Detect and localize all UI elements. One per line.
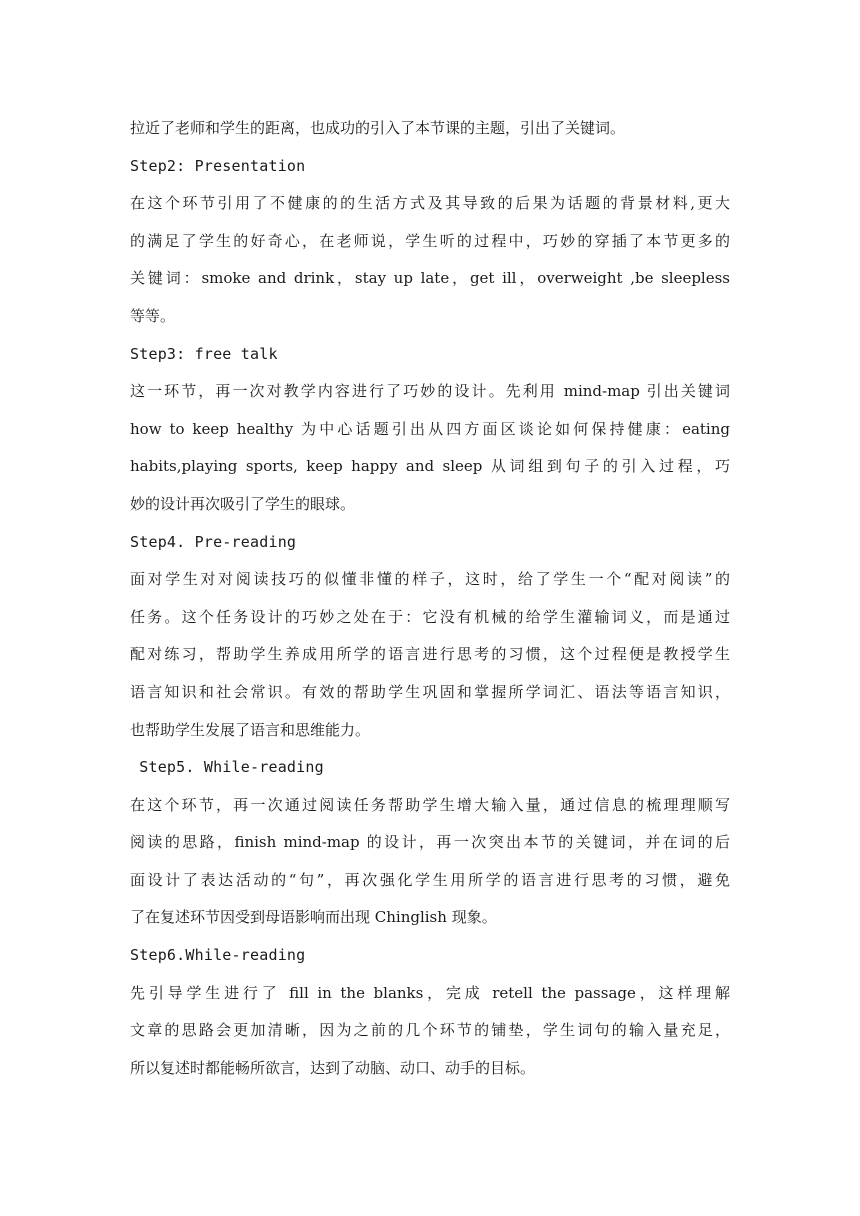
section-heading-step5: Step5. While-reading bbox=[130, 758, 324, 777]
section-step3-line: 妙的设计再次吸引了学生的眼球。 bbox=[130, 494, 356, 513]
section-step3-line: how to keep healthy 为中心话题引出从四方面区谈论如何保持健康：eating bbox=[130, 419, 730, 438]
section-step6-line: 文章的思路会更加清晰，因为之前的几个环节的铺垫，学生词句的输入量充足， bbox=[130, 1021, 730, 1040]
section-step2-line: 在这个环节引用了不健康的的生活方式及其导致的后果为话题的背景材料,更大 bbox=[130, 194, 730, 213]
section-step3-line: habits,playing sports, keep happy and sleep 从词组到句子的引入过程，巧 bbox=[130, 457, 730, 476]
section-step3-line: 这一环节，再一次对教学内容进行了巧妙的设计。先利用 mind-map 引出关键词 bbox=[130, 382, 730, 401]
section-step2-line: 等等。 bbox=[130, 306, 176, 325]
intro-paragraph-line: 拉近了老师和学生的距离，也成功的引入了本节课的主题，引出了关键词。 bbox=[130, 119, 626, 137]
section-step4-line: 面对学生对对阅读技巧的似懂非懂的样子，这时，给了学生一个“配对阅读”的 bbox=[130, 570, 730, 589]
section-step6-line: 所以复述时都能畅所欲言，达到了动脑、动口、动手的目标。 bbox=[130, 1058, 536, 1077]
section-step4-line: 语言知识和社会常识。有效的帮助学生巩固和掌握所学词汇、语法等语言知识， bbox=[130, 682, 730, 701]
section-step6-line: 先引导学生进行了 fill in the blanks，完成 retell the passage，这样理解 bbox=[130, 983, 730, 1002]
section-step4-line: 任务。这个任务设计的巧妙之处在于：它没有机械的给学生灌输词义，而是通过 bbox=[130, 607, 730, 626]
section-step5-line: 阅读的思路，finish mind-map 的设计，再一次突出本节的关键词，并在词的后 bbox=[130, 833, 730, 852]
section-step5-line: 在这个环节，再一次通过阅读任务帮助学生增大输入量，通过信息的梳理理顺写 bbox=[130, 795, 730, 814]
document-body bbox=[130, 110, 730, 1087]
section-step4-line: 配对练习，帮助学生养成用所学的语言进行思考的习惯，这个过程便是教授学生 bbox=[130, 645, 730, 664]
section-heading-step6: Step6.While-reading bbox=[130, 946, 306, 965]
section-heading-step4: Step4. Pre-reading bbox=[130, 532, 297, 551]
section-step2-line: 关键词：smoke and drink，stay up late，get ill，overweight ,be sleepless bbox=[130, 269, 730, 288]
section-step4-line: 也帮助学生发展了语言和思维能力。 bbox=[130, 720, 371, 739]
section-heading-step3: Step3: free talk bbox=[130, 344, 278, 363]
section-step5-line: 了在复述环节因受到母语影响而出现 Chinglish 现象。 bbox=[130, 908, 497, 927]
section-step2-line: 的满足了学生的好奇心，在老师说，学生听的过程中，巧妙的穿插了本节更多的 bbox=[130, 231, 730, 250]
section-step5-line: 面设计了表达活动的“句”，再次强化学生用所学的语言进行思考的习惯，避免 bbox=[130, 870, 730, 889]
section-heading-step2: Step2: Presentation bbox=[130, 156, 306, 175]
